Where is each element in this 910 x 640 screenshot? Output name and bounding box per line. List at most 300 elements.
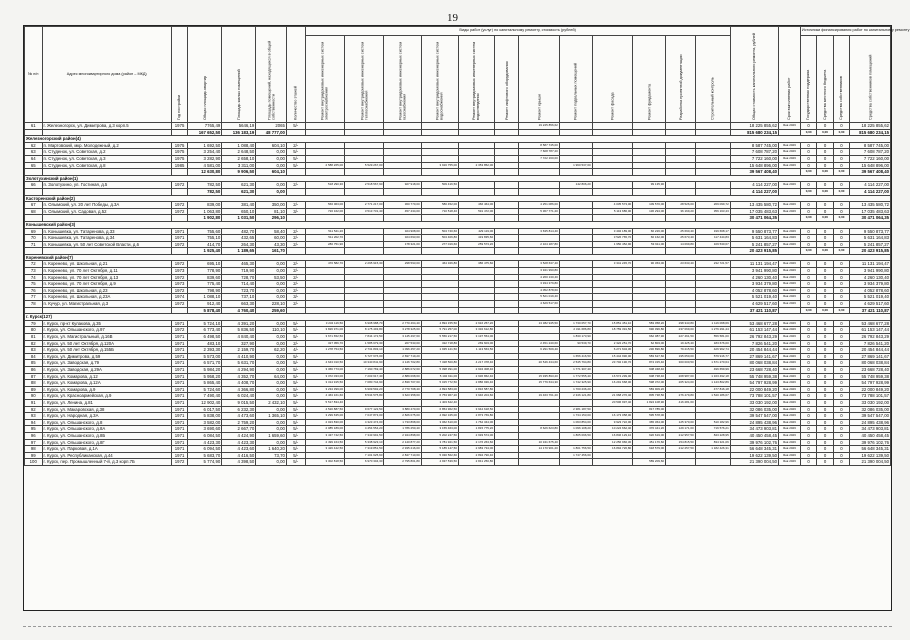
row-work-cost: 2 847 710,60 [384, 452, 421, 459]
row-year: 1971 [171, 347, 187, 354]
row-work-cost: 280 751,90 [305, 241, 344, 248]
row-work-cost: 6 271 604,30 [592, 347, 633, 354]
row-number: 62 [25, 142, 43, 149]
row-work-cost [345, 235, 384, 242]
row-address: г. Курск, ул. 50 лет Октября, д.155Б [42, 347, 171, 354]
row-work-cost [495, 208, 519, 215]
row-work-cost [421, 142, 458, 149]
header-work-basement: Ремонт подвальных помещений [559, 36, 592, 123]
row-fin-state: 0 [800, 274, 816, 281]
row-work-cost: 6 727 676,00 [345, 353, 384, 360]
row-work-cost: 7 047 873,00 [345, 413, 384, 420]
row-work-cost: 3 062 610,00 [421, 419, 458, 426]
row-work-cost: 4 323 474,00 [345, 419, 384, 426]
subtotal-blank [495, 215, 519, 222]
subtotal-blank [171, 307, 187, 314]
row-work-cost: 66 162,00 [633, 235, 666, 242]
row-work-cost: 3 528 637,40 [519, 261, 560, 268]
capital-repair-table-sheet [23, 25, 910, 611]
row-area-total: 775,40 [188, 281, 222, 288]
row-work-cost [519, 386, 560, 393]
subtotal-area-total: 1 902,80 [188, 215, 222, 222]
row-area-living: 465,30 [222, 261, 256, 268]
row-work-cost [458, 155, 494, 162]
row-work-cost: 66 226,00 [633, 228, 666, 235]
row-work-cost [559, 202, 592, 209]
row-work-cost [458, 182, 494, 189]
row-address: п. Коренево, ул. Школьная, д.21 [42, 261, 171, 268]
row-work-cost [495, 287, 519, 294]
row-number: 97 [25, 439, 43, 446]
row-work-cost [666, 287, 696, 294]
row-area-living: 737,10 [222, 294, 256, 301]
row-fin-state: 0 [800, 301, 816, 308]
row-work-cost [305, 281, 344, 288]
row-work-cost: 20 506 997,40 [592, 399, 633, 406]
row-work-cost [421, 123, 458, 130]
row-number: 95 [25, 426, 43, 433]
row-area-living: 432,65 [222, 235, 256, 242]
row-address: п. Коренево, ул. 70 лет Октября, д.13 [42, 274, 171, 281]
subtotal-blank [559, 307, 592, 314]
subtotal-blank [42, 248, 171, 255]
subtotal-blank [666, 129, 696, 136]
row-address: г. Курск, ул. Ольшанского, д.97 [42, 327, 171, 334]
header-work-sewer: Ремонт внутридомовых инженерных систем водоотведения [458, 36, 494, 123]
subtotal-fin-state: 0,00 [800, 248, 816, 255]
row-work-cost: 99 135,90 [633, 182, 666, 189]
row-work-cost [695, 268, 730, 275]
subtotal-blank [171, 129, 187, 136]
row-address: г. Курск, ул. 50 лет Октября, д.120А [42, 340, 171, 347]
row-work-cost: 466 464,00 [458, 202, 494, 209]
row-floors: 5/- [286, 439, 305, 446]
row-fin-local: 0 [817, 202, 833, 209]
row-work-cost [495, 235, 519, 242]
subtotal-owners-funds: 39 567 408,40 [850, 169, 891, 176]
row-area-living: 6 024,40 [222, 393, 256, 400]
row-work-cost [495, 241, 519, 248]
row-work-cost [695, 459, 730, 466]
row-year: 1972 [171, 241, 187, 248]
row-work-cost [384, 142, 421, 149]
row-term: Янв 2026 [778, 413, 800, 420]
section-row [25, 195, 891, 202]
row-work-cost: 2 770 708,40 [384, 386, 421, 393]
row-fin-state: 0 [800, 228, 816, 235]
row-work-cost [421, 149, 458, 156]
row-work-cost [384, 123, 421, 130]
row-area-total: 755,10 [188, 235, 222, 242]
row-work-cost: 298 343,80 [666, 320, 696, 327]
row-total-cost: 33 030 192,00 [730, 399, 778, 406]
subtotal-blank [559, 129, 592, 136]
row-work-cost [421, 155, 458, 162]
row-area-public: 53,50 [256, 274, 287, 281]
row-work-cost [495, 340, 519, 347]
table-row [25, 261, 891, 268]
row-fin-local: 0 [817, 294, 833, 301]
row-work-cost: 3 426 442,50 [305, 446, 344, 453]
subtotal-blank [559, 188, 592, 195]
row-work-cost [458, 353, 494, 360]
row-owners-funds: 39 547 547,00 [850, 413, 891, 420]
row-fin-local: 0 [817, 439, 833, 446]
row-year: 1971 [171, 235, 187, 242]
row-work-cost: 208 987,00 [666, 373, 696, 380]
row-year: 1971 [171, 340, 187, 347]
row-work-cost [345, 123, 384, 130]
row-work-cost: 3 314 915,50 [305, 380, 344, 387]
row-address: п. Студенок, ул. Советская, д.8 [42, 162, 171, 169]
row-year: 1971 [171, 413, 187, 420]
subtotal-blank [592, 169, 633, 176]
row-address: г. Курск, ул. Комарова, д.9 [42, 386, 171, 393]
row-fin-state: 0 [800, 162, 816, 169]
subtotal-fin-owners: 0,00 [833, 307, 849, 314]
row-work-cost [633, 452, 666, 459]
subtotal-blank [421, 215, 458, 222]
row-total-cost: 34 473 903,81 [730, 426, 778, 433]
row-work-cost [345, 241, 384, 248]
row-number: 75 [25, 281, 43, 288]
subtotal-blank [592, 188, 633, 195]
subtotal-blank [25, 248, 43, 255]
row-floors: 2/- [286, 281, 305, 288]
row-owners-funds: 5 241 857,27 [850, 241, 891, 248]
subtotal-blank [305, 169, 344, 176]
row-floors: 5/- [286, 162, 305, 169]
row-owners-funds: 4 629 517,60 [850, 301, 891, 308]
table-row [25, 235, 891, 242]
row-work-cost [495, 373, 519, 380]
row-fin-owners: 0 [833, 380, 849, 387]
row-work-cost [345, 274, 384, 281]
subtotal-blank [25, 188, 43, 195]
row-term: Янв 2026 [778, 182, 800, 189]
row-work-cost: 4 520 887,50 [305, 406, 344, 413]
row-work-cost [384, 162, 421, 169]
table-row [25, 459, 891, 466]
row-area-living: 2 658,10 [222, 155, 256, 162]
row-fin-state: 0 [800, 327, 816, 334]
subtotal-area-living: 1 031,50 [222, 215, 256, 222]
row-number: 73 [25, 268, 43, 275]
row-work-cost: 2 295 915,30 [345, 261, 384, 268]
row-work-cost: 2 545 794,80 [559, 360, 592, 367]
header-year: Год постройки [171, 27, 187, 123]
row-work-cost [695, 301, 730, 308]
row-work-cost: 53 911,00 [633, 241, 666, 248]
row-fin-owners: 0 [833, 360, 849, 367]
table-row [25, 452, 891, 459]
row-work-cost: 19 463 761,20 [519, 393, 560, 400]
row-work-cost: 580 452,00 [421, 202, 458, 209]
row-work-cost: 595 578,00 [633, 413, 666, 420]
row-work-cost [559, 228, 592, 235]
row-work-cost [458, 123, 494, 130]
row-year: 1972 [171, 208, 187, 215]
row-area-public: 58,40 [256, 228, 287, 235]
header-work-electric: Ремонт внутридомовых инженерных систем электроснабжения [305, 36, 344, 123]
row-term: Янв 2026 [778, 353, 800, 360]
row-area-total: 5 573,00 [188, 353, 222, 360]
row-work-cost: 5 521 019,40 [519, 294, 560, 301]
row-term: Янв 2026 [778, 208, 800, 215]
row-term: Янв 2026 [778, 432, 800, 439]
row-total-cost: 55 748 959,38 [730, 373, 778, 380]
row-work-cost: 2 816 587,80 [458, 386, 494, 393]
row-address: г. Курск, ул. Ольшанского, д.8Г [42, 439, 171, 446]
row-fin-state: 0 [800, 123, 816, 130]
subtotal-blank [666, 215, 696, 222]
row-term: Янв 2026 [778, 274, 800, 281]
row-work-cost: 28 526,00 [666, 202, 696, 209]
row-address: п. Коренево, ул. Школьная, д.23А [42, 294, 171, 301]
row-work-cost [305, 155, 344, 162]
row-floors: 5/- [286, 393, 305, 400]
row-total-cost: 3 941 990,80 [730, 268, 778, 275]
row-number: 83 [25, 347, 43, 354]
row-fin-local: 0 [817, 459, 833, 466]
row-work-cost: 504 406,80 [421, 235, 458, 242]
row-area-living: 621,30 [222, 182, 256, 189]
row-work-cost [421, 353, 458, 360]
row-fin-owners: 0 [833, 353, 849, 360]
row-work-cost [592, 294, 633, 301]
row-total-cost: 7 608 787,20 [730, 149, 778, 156]
row-number: 91 [25, 399, 43, 406]
row-address: г. Курск, ул. Макаровская, д.38 [42, 406, 171, 413]
table-row [25, 294, 891, 301]
subtotal-blank [666, 188, 696, 195]
row-work-cost: 2 322 251,70 [592, 340, 633, 347]
row-work-cost [666, 268, 696, 275]
subtotal-blank [592, 215, 633, 222]
row-fin-owners: 0 [833, 452, 849, 459]
row-term: Янв 2026 [778, 399, 800, 406]
row-area-total: 6 498,50 [188, 334, 222, 341]
row-owners-funds: 19 622 139,50 [850, 452, 891, 459]
row-fin-owners: 0 [833, 399, 849, 406]
row-year: 1975 [171, 155, 187, 162]
row-work-cost: 6 753 967,20 [421, 393, 458, 400]
row-work-cost [345, 294, 384, 301]
row-work-cost: 10 341 675,40 [519, 439, 560, 446]
subtotal-blank [384, 188, 421, 195]
row-area-public: 62,20 [256, 347, 287, 354]
row-area-living: 6 232,30 [222, 406, 256, 413]
row-owners-funds: 7 826 541,20 [850, 340, 891, 347]
row-work-cost: 3 526 765,70 [592, 235, 633, 242]
row-area-public: 60,00 [256, 235, 287, 242]
row-work-cost [695, 182, 730, 189]
row-work-cost [666, 155, 696, 162]
row-fin-local: 0 [817, 301, 833, 308]
subtotal-blank [25, 215, 43, 222]
row-work-cost [305, 353, 344, 360]
subtotal-fin-owners: 0,00 [833, 129, 849, 136]
row-work-cost: 2 085 189,00 [305, 426, 344, 433]
row-area-living: 9 015,50 [222, 399, 256, 406]
row-work-cost: 589 209,60 [633, 459, 666, 466]
row-work-cost [559, 123, 592, 130]
row-work-cost: 195 050,00 [666, 353, 696, 360]
subtotal-blank [695, 188, 730, 195]
row-total-cost: 39 547 547,00 [730, 413, 778, 420]
row-work-cost [592, 281, 633, 288]
row-term: Янв 2026 [778, 142, 800, 149]
table-row [25, 399, 891, 406]
subtotal-fin-local: 0,00 [817, 307, 833, 314]
table-row [25, 123, 891, 130]
row-year: 1975 [171, 149, 187, 156]
row-total-cost: 11 131 194,47 [730, 261, 778, 268]
row-work-cost [695, 452, 730, 459]
row-work-cost: 109 570,00 [633, 202, 666, 209]
row-year: 1972 [171, 287, 187, 294]
subtotal-blank [458, 129, 494, 136]
row-year: 1972 [171, 261, 187, 268]
subtotal-blank [345, 188, 384, 195]
capital-repair-table [24, 26, 910, 466]
subtotal-blank [421, 188, 458, 195]
row-work-cost: 129 171,00 [666, 426, 696, 433]
row-work-cost [305, 142, 344, 149]
row-address: г. Курск, ул. Ольшанского, д.8А [42, 426, 171, 433]
row-work-cost: 1 830 173,90 [559, 334, 592, 341]
row-work-cost: 3 635 814,40 [519, 228, 560, 235]
row-work-cost [633, 274, 666, 281]
row-term: Янв 2026 [778, 149, 800, 156]
row-fin-owners: 0 [833, 261, 849, 268]
row-year: 1972 [171, 274, 187, 281]
row-work-cost [695, 142, 730, 149]
row-year: 1972 [171, 327, 187, 334]
row-work-cost: 199 668,17 [695, 228, 730, 235]
row-year: 1971 [171, 446, 187, 453]
table-row [25, 446, 891, 453]
row-work-cost [495, 399, 519, 406]
row-work-cost [384, 149, 421, 156]
row-work-cost: 18 759 391,50 [592, 327, 633, 334]
row-work-cost: 3 437 742,50 [305, 432, 344, 439]
row-work-cost: 19 225 856,62 [519, 123, 560, 130]
table-row [25, 327, 891, 334]
table-body [25, 123, 891, 466]
row-fin-state: 0 [800, 413, 816, 420]
row-number: 71 [25, 241, 43, 248]
row-work-cost: 5 098 391,00 [421, 366, 458, 373]
row-work-cost [695, 287, 730, 294]
row-year: 1971 [171, 426, 187, 433]
row-fin-local: 0 [817, 274, 833, 281]
row-work-cost: 3 332 612,80 [458, 327, 494, 334]
row-owners-funds: 80 068 038,84 [850, 360, 891, 367]
row-work-cost: 1 063 854,00 [559, 419, 592, 426]
row-area-total: 5 724,60 [188, 386, 222, 393]
header-work-facade: Ремонт фасада [592, 36, 633, 123]
row-work-cost: 13 382 945,50 [519, 320, 560, 327]
row-area-total: 6 017,50 [188, 406, 222, 413]
row-owners-funds: 27 869 141,67 [850, 353, 891, 360]
row-work-cost: 618 579,00 [633, 446, 666, 453]
row-work-cost: 3 278 325,60 [384, 327, 421, 334]
subtotal-blank [519, 307, 560, 314]
row-fin-state: 0 [800, 202, 816, 209]
row-area-public: 604,10 [256, 142, 287, 149]
row-address: п. Коренево, ул. Школьная, д.23 [42, 287, 171, 294]
row-term: Янв 2026 [778, 268, 800, 275]
row-floors: 5/- [286, 366, 305, 373]
row-total-cost: 26 792 843,29 [730, 334, 778, 341]
row-work-cost: 720 162,00 [305, 208, 344, 215]
row-area-public: 0,00 [256, 353, 287, 360]
row-total-cost: 8 587 745,00 [730, 142, 778, 149]
subtotal-row [25, 169, 891, 176]
row-fin-owners: 0 [833, 123, 849, 130]
row-fin-state: 0 [800, 446, 816, 453]
row-term: Янв 2026 [778, 123, 800, 130]
row-fin-local: 0 [817, 142, 833, 149]
row-work-cost: 1 113 563,50 [458, 347, 494, 354]
row-work-cost: 419 835,60 [458, 235, 494, 242]
row-number: 67 [25, 202, 43, 209]
row-owners-funds: 7 722 160,00 [850, 155, 891, 162]
row-owners-funds: 61 153 147,44 [850, 327, 891, 334]
row-work-cost: 356 163,43 [695, 208, 730, 215]
subtotal-blank [695, 307, 730, 314]
row-work-cost: 3 145 497,60 [384, 334, 421, 341]
row-term: Янв 2026 [778, 287, 800, 294]
row-address: п. Олымский, ул. 20 лет Победы, д.3А [42, 202, 171, 209]
row-area-living: 719,90 [222, 268, 256, 275]
row-work-cost: 1 278 754,50 [305, 347, 344, 354]
row-area-total: 7 490,40 [188, 393, 222, 400]
row-area-total: 483,10 [188, 340, 222, 347]
row-fin-owners: 0 [833, 320, 849, 327]
row-work-cost: 327 056,70 [305, 340, 344, 347]
subtotal-blank [421, 248, 458, 255]
row-work-cost: 9 923 722,00 [592, 419, 633, 426]
row-work-cost [495, 452, 519, 459]
row-work-cost: 269 603,00 [458, 340, 494, 347]
row-term: Янв 2026 [778, 235, 800, 242]
row-work-cost: 178 321,00 [384, 241, 421, 248]
row-fin-state: 0 [800, 393, 816, 400]
row-work-cost [666, 294, 696, 301]
row-number: 100 [25, 459, 43, 466]
row-area-total: 12 902,40 [188, 399, 222, 406]
row-work-cost [305, 274, 344, 281]
row-work-cost: 3 880 470,00 [384, 406, 421, 413]
row-area-living: 4 366,80 [222, 386, 256, 393]
row-work-cost: 496 659,99 [695, 366, 730, 373]
row-work-cost: 2 894 790,40 [458, 452, 494, 459]
row-work-cost: 4 035 573,00 [592, 202, 633, 209]
header-area-living: Площадь жилых помещений [222, 27, 256, 123]
subtotal-blank [42, 169, 171, 176]
row-work-cost: 25 690,40 [666, 228, 696, 235]
row-work-cost [421, 281, 458, 288]
row-number: 96 [25, 432, 43, 439]
subtotal-blank [519, 248, 560, 255]
row-floors: 5/- [286, 452, 305, 459]
row-work-cost: 1 771 307,40 [559, 366, 592, 373]
header-floors: Количество этажей [286, 27, 305, 123]
row-work-cost: 5 102 911,00 [421, 373, 458, 380]
row-term: Янв 2026 [778, 393, 800, 400]
